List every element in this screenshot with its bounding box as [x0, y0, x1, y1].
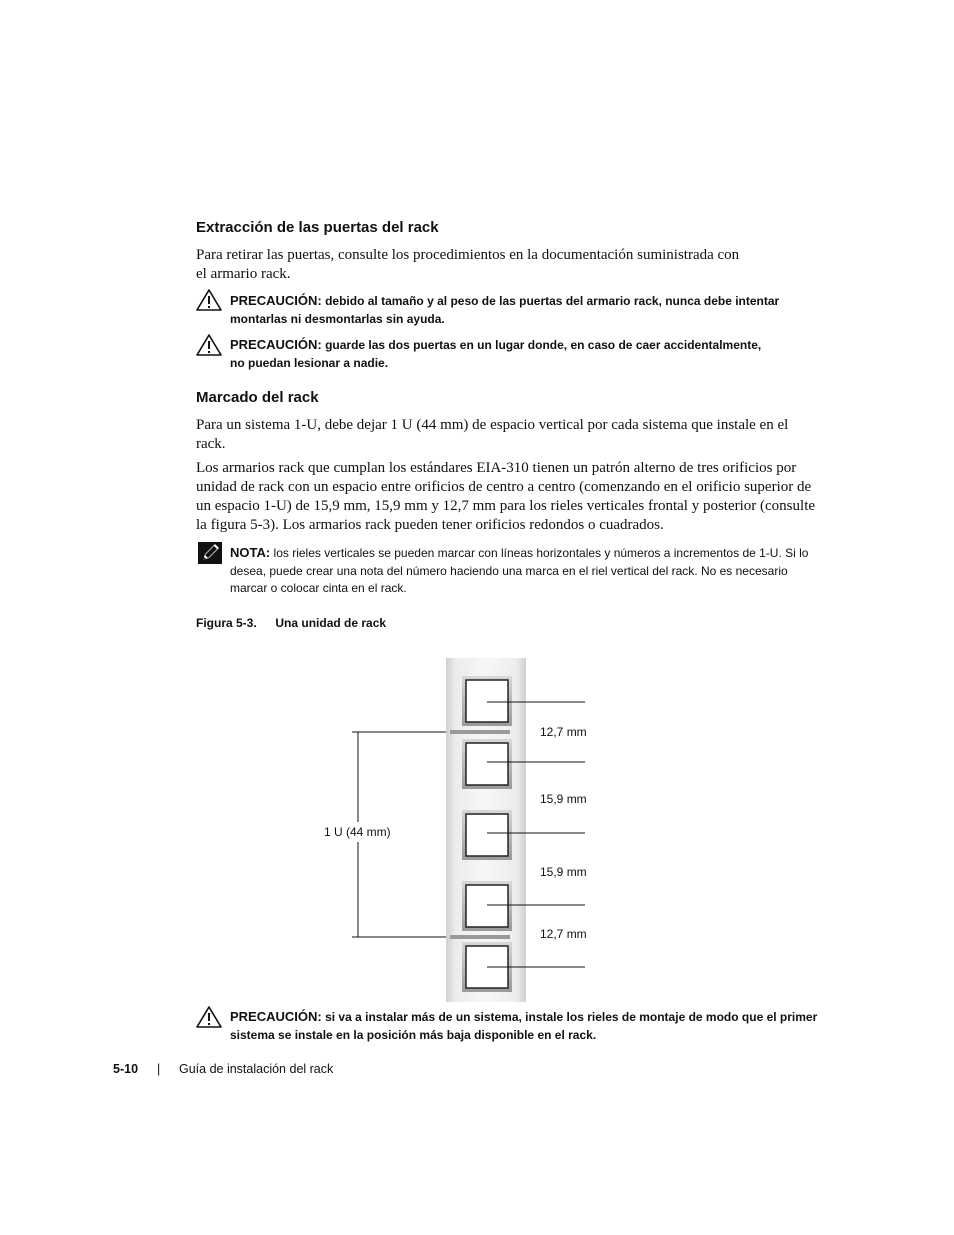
- footer-separator: |: [157, 1062, 161, 1076]
- footer-title: Guía de instalación del rack: [179, 1062, 334, 1076]
- note-label: NOTA:: [230, 545, 271, 560]
- rack-marking-paragraph-1: Para un sistema 1-U, debe dejar 1 U (44 mm) de espacio vertical por cada sistema que instale en el rack.: [196, 417, 789, 452]
- spacing-label: 15,9 mm: [540, 792, 587, 806]
- door-removal-paragraph: Para retirar las puertas, consulte los procedimientos en la documentación suministrada con el armario rack.: [196, 247, 740, 282]
- unit-height-label: 1 U (44 mm): [324, 825, 391, 839]
- rack-hole: [462, 881, 512, 931]
- caution-label: PRECAUCIÓN:: [230, 337, 322, 352]
- unit-mark-bottom: [450, 935, 510, 939]
- rack-hole: [462, 810, 512, 860]
- rack-hole: [462, 739, 512, 789]
- caution-text: guarde las dos puertas en un lugar donde, en caso de caer accidentalmente, no puedan lesionar a nadie.: [230, 338, 762, 370]
- spacing-label: 15,9 mm: [540, 865, 587, 879]
- rack-hole: [462, 676, 512, 726]
- spacing-label: 12,7 mm: [540, 927, 587, 941]
- page-number: 5-10: [113, 1062, 139, 1076]
- figure-caption-number: Figura 5-3.: [196, 616, 257, 630]
- unit-mark-top: [450, 730, 510, 734]
- rack-marking-paragraph-2: Los armarios rack que cumplan los estándares EIA-310 tienen un patrón alterno de tres orificios por unidad de rack con un espacio entre orificios de centro a centro (comenzando en el orificio superior de un espacio 1-U) de 15,9 mm, 15,9 mm y 12,7 mm para los rieles verticales frontal y posterior (consulte la figura 5-3). Los armarios rack pueden tener orificios redondos o cuadrados.: [196, 460, 816, 533]
- caution-text: si va a instalar más de un sistema, instale los rieles de montaje de modo que el primer sistema se instale en la posición más baja disponible en el rack.: [230, 1010, 818, 1042]
- caution-text: debido al tamaño y al peso de las puertas del armario rack, nunca debe intentar montarlas ni desmontarlas sin ayuda.: [230, 294, 780, 326]
- warning-triangle-icon: [196, 1006, 222, 1028]
- figure-caption-title: Una unidad de rack: [275, 616, 387, 630]
- section-heading-door-removal: Extracción de las puertas del rack: [196, 219, 439, 236]
- caution-install-order: [230, 1008, 820, 1044]
- spacing-label: 12,7 mm: [540, 725, 587, 739]
- note-text: los rieles verticales se pueden marcar con líneas horizontales y números a incrementos de 1-U. Si lo desea, puede crear una nota del número haciendo una marca en el riel vertical del rack. No es necesario marcar o colocar cinta en el rack.: [230, 546, 809, 595]
- section-heading-rack-marking: Marcado del rack: [196, 389, 319, 406]
- caution-label: PRECAUCIÓN:: [230, 293, 322, 308]
- caution-label: PRECAUCIÓN:: [230, 1009, 322, 1024]
